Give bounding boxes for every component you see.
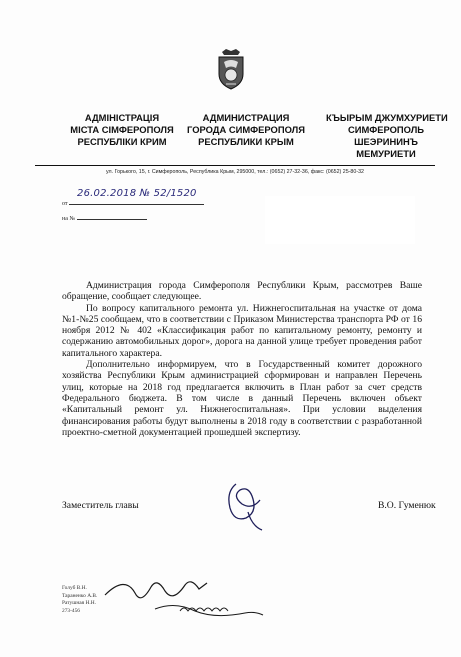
registration-from-label: от bbox=[62, 201, 68, 207]
header-line: КЪЫРЫМ ДЖУМХУРИЕТИ bbox=[326, 112, 448, 123]
header-line: ГОРОДА СИМФЕРОПОЛЯ bbox=[187, 124, 305, 135]
executor-line: Тараненко А.В. bbox=[62, 592, 98, 599]
header-line: ШЕЭРИНИНЪ bbox=[354, 136, 418, 147]
header-line: РЕСПУБЛІКИ КРИМ bbox=[77, 136, 167, 147]
letter-body bbox=[62, 280, 422, 438]
address-line: ул. Горького, 15, г. Симферополь, Республика Крым, 295000, тел.: (0652) 27-32-36, факс: (0652) 25-80-32 bbox=[35, 165, 435, 175]
header-line: РЕСПУБЛИКИ КРЫМ bbox=[198, 136, 294, 147]
executor-line: 273-456 bbox=[62, 607, 80, 614]
header-line: АДМІНІСТРАЦІЯ bbox=[84, 112, 160, 123]
executor-line: Голуб В.Н. bbox=[62, 585, 87, 591]
registration-from-value: 26.02.2018 № 52/1520 bbox=[77, 188, 197, 199]
body-paragraph: Администрация города Симферополя Республики Крым, рассмотрев Ваше обращение, сообщает следующее. bbox=[62, 280, 422, 303]
approval-signature bbox=[95, 565, 270, 627]
header-line: АДМИНИСТРАЦИЯ bbox=[202, 112, 290, 123]
executor-line: Ратушная Н.Н. bbox=[62, 600, 96, 606]
registration-number-field bbox=[77, 213, 147, 220]
registration-number-label: на № bbox=[62, 216, 76, 222]
executors-block bbox=[62, 585, 97, 615]
coat-of-arms-icon bbox=[216, 48, 246, 90]
header-line: МІСТА СІМФЕРОПОЛЯ bbox=[70, 124, 174, 135]
body-paragraph: По вопросу капитального ремонта ул. Нижнегоспитальная на участке от дома №1-№25 сообщаем, что в соответствии с Приказом Министерства транспорта РФ от 16 ноября 2012 № 402 «Классификация работ по капитальному ремонту, ремонту и содержанию автомобильных дорог», дорога на данной улице требует проведения работ капитального характера. bbox=[62, 302, 422, 359]
registration-from bbox=[62, 188, 204, 207]
header-crimean-tatar bbox=[326, 112, 446, 160]
registration-number bbox=[62, 213, 147, 222]
signer-name: В.О. Гуменюк bbox=[378, 500, 436, 511]
redacted-addressee bbox=[265, 196, 415, 244]
header-ukrainian bbox=[62, 112, 182, 148]
body-paragraph: Дополнительно информируем, что в Государственный комитет дорожного хозяйства Республики Крым администрацией сформирован и направлен Перечень улиц, которые на 2018 год предлагается включить в План работ за счет средств Федерального бюджета. В том числе в данный Перечень включен объект «Капитальный ремонт ул. Нижнегоспитальная». При условии выделения финансирования работы будут выполнены в 2018 году в соответствии с разработанной проектно-сметной документацией прошедшей экспертизу. bbox=[62, 359, 422, 438]
registration-from-field bbox=[69, 188, 204, 205]
header-line: МЕМУРИЕТИ bbox=[356, 148, 416, 159]
header-russian bbox=[186, 112, 306, 148]
header-line: СИМФЕРОПОЛЬ bbox=[347, 124, 425, 135]
signer-title: Заместитель главы bbox=[62, 500, 139, 511]
handwritten-signature bbox=[222, 478, 270, 536]
